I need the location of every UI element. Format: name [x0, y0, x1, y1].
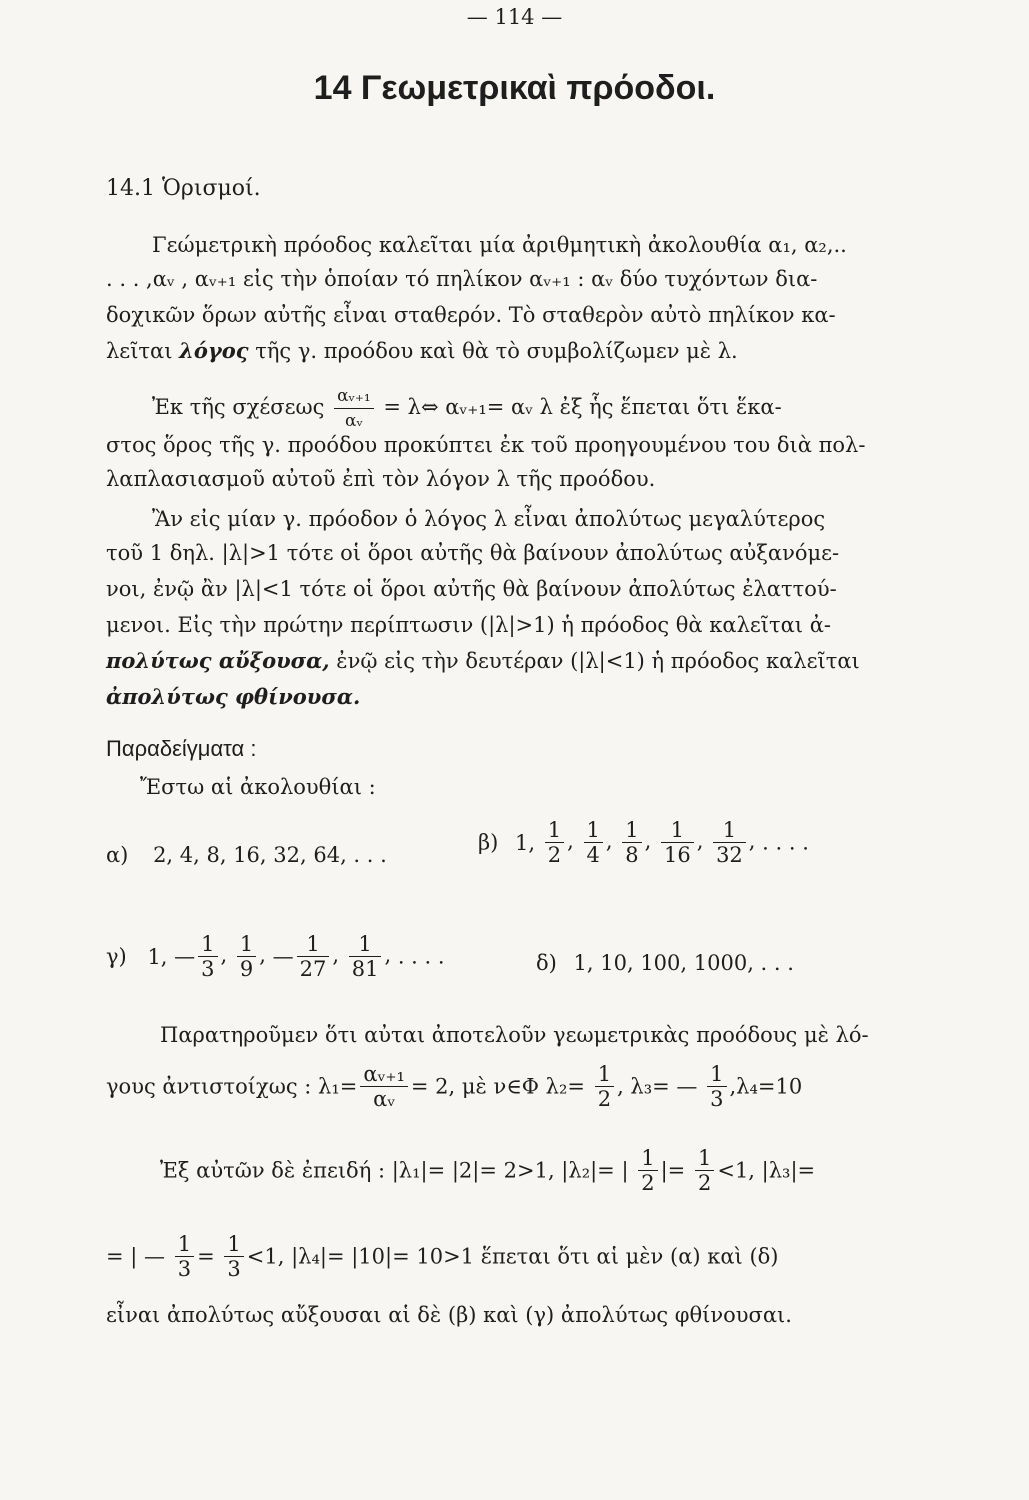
- seq-b-term: $\frac{1}{4}$: [584, 818, 603, 867]
- section-title: 14.1 Ὁρισμοί.: [106, 176, 261, 201]
- seq-b-label: β): [478, 830, 499, 855]
- seq-b: β) 1, $\frac{1}{2}$ , $\frac{1}{4}$ , $\frac{1}{8}$ , $\frac{1}{16}$ , $\frac{1}{32}$ , . . . .: [478, 818, 809, 867]
- conclusion-l2-pre: = | —: [106, 1244, 166, 1269]
- conclusion-line-1: [160, 1146, 815, 1195]
- seq-g-lead: 1,: [147, 944, 168, 969]
- page-number: — 114 —: [466, 5, 563, 29]
- seq-g-tail: . . . .: [397, 944, 445, 969]
- ratio-denominator: αᵥ: [344, 411, 363, 431]
- note-l2-end: ,λ₄=10: [729, 1074, 803, 1099]
- note-line-2: [106, 1062, 802, 1111]
- absolute-line-2: τοῦ 1 δηλ. |λ|>1 τότε οἱ ὅροι αὐτῆς θὰ βαίνουν ἀπολύτως αὐξανόμε-: [106, 541, 840, 565]
- definition-line-1: Γεώμετρικὴ πρόοδος καλεῖται μία ἀριθμητικὴ ἀκολουθία α₁, α₂,..: [152, 233, 847, 257]
- seq-g-term: $\frac{1}{9}$: [237, 932, 256, 981]
- term-logos: λόγος: [179, 338, 249, 363]
- seq-a-label: α): [106, 843, 129, 867]
- relation-pre: Ἐκ τῆς σχέσεως: [152, 395, 325, 419]
- third-fraction-abs: $\frac{1}{3}$: [175, 1232, 194, 1281]
- ratio-fraction-2: $\frac{\text{αᵥ₊₁}}{\text{αᵥ}}$: [360, 1062, 408, 1111]
- seq-b-term: $\frac{1}{32}$: [713, 818, 746, 867]
- conclusion-l1-mid: |=: [660, 1158, 686, 1183]
- chapter-title: 14 Γεωμετρικαὶ πρόοδοι.: [313, 69, 716, 107]
- absolute-line-5-rest: ἐνῷ εἰς τὴν δευτέραν (|λ|<1) ἡ πρόοδος καλεῖται: [336, 649, 860, 673]
- relation-line-2: στος ὅρος τῆς γ. προόδου προκύπτει ἐκ τοῦ προηγουμένου του διὰ πολ-: [106, 433, 866, 457]
- absolute-line-5: [106, 648, 860, 674]
- relation-line-1: [152, 384, 782, 433]
- seq-g: γ) 1, — $\frac{1}{3}$ , $\frac{1}{9}$ , — $\frac{1}{27}$ , $\frac{1}{81}$ , . . . .: [106, 932, 445, 981]
- note-line-1: Παρατηροῦμεν ὅτι αὐται ἀποτελοῦν γεωμετρικὰς προόδους μὲ λό-: [160, 1023, 869, 1047]
- note-l2-pre: γους ἀντιστοίχως : λ₁=: [106, 1074, 358, 1099]
- seq-d-terms: 1, 10, 100, 1000, . . .: [573, 951, 794, 975]
- seq-b-lead: 1,: [515, 830, 536, 855]
- half-fraction: $\frac{1}{2}$: [595, 1062, 614, 1111]
- relation-line-3: λαπλασιασμοῦ αὐτοῦ ἐπὶ τὸν λόγον λ τῆς προόδου.: [106, 467, 656, 491]
- third-fraction: $\frac{1}{3}$: [707, 1062, 726, 1111]
- ratio-fraction: [334, 384, 374, 433]
- absolute-line-3: νοι, ἐνῷ ἂν |λ|<1 τότε οἱ ὅροι αὐτῆς θὰ βαίνουν ἀπολύτως ἐλαττού-: [106, 577, 837, 601]
- conclusion-l1-end: <1, |λ₃|=: [717, 1158, 816, 1183]
- seq-b-term: $\frac{1}{2}$: [545, 818, 564, 867]
- seq-b-tail: . . . .: [762, 830, 809, 855]
- seq-a: [106, 842, 387, 868]
- seq-g-term: $\frac{1}{81}$: [349, 932, 382, 981]
- conclusion-line-3: εἶναι ἀπολύτως αὔξουσαι αἱ δὲ (β) καὶ (γ) ἀπολύτως φθίνουσαι.: [106, 1303, 792, 1327]
- definition-text: λεῖται: [106, 339, 173, 363]
- absolute-line-4: μενοι. Εἰς τὴν πρώτην περίπτωσιν (|λ|>1) ἡ πρόοδος θὰ καλεῖται ἀ-: [106, 613, 831, 637]
- conclusion-l2-end: <1, |λ₄|= |10|= 10>1 ἕπεται ὅτι αἱ μὲν (α) καὶ (δ): [246, 1244, 779, 1269]
- seq-g-term: $\frac{1}{3}$: [198, 932, 217, 981]
- term-decreasing: ἀπολύτως φθίνουσα.: [106, 684, 361, 709]
- absolute-line-1: Ἂν εἰς μίαν γ. πρόοδον ὁ λόγος λ εἶναι ἀπολύτως μεγαλύτερος: [152, 507, 826, 531]
- definition-line-2: . . . ,αᵥ , αᵥ₊₁ εἰς τὴν ὁποίαν τό πηλίκον αᵥ₊₁ : αᵥ δύο τυχόντων δια-: [106, 267, 818, 291]
- third-fraction-abs-2: $\frac{1}{3}$: [224, 1232, 243, 1281]
- examples-intro: Ἔστω αἱ ἀκολουθίαι :: [140, 775, 376, 799]
- ratio-numerator: αᵥ₊₁: [334, 384, 374, 409]
- half-fraction-abs-2: $\frac{1}{2}$: [695, 1146, 714, 1195]
- conclusion-l2-mid: =: [197, 1244, 215, 1269]
- conclusion-line-2: [106, 1232, 778, 1281]
- definition-line-3: δοχικῶν ὅρων αὐτῆς εἶναι σταθερόν. Τὸ σταθερὸν αὐτὸ πηλίκον κα-: [106, 303, 836, 327]
- seq-g-term: $\frac{1}{27}$: [297, 932, 330, 981]
- relation-post: = λ⇔ αᵥ₊₁= αᵥ λ ἐξ ἧς ἕπεται ὅτι ἕκα-: [383, 395, 782, 419]
- seq-d-label: δ): [536, 951, 557, 975]
- definition-text-end: τῆς γ. προόδου καὶ θὰ τὸ συμβολίζωμεν μὲ λ.: [255, 339, 738, 363]
- seq-a-terms: 2, 4, 8, 16, 32, 64, . . .: [153, 843, 387, 867]
- seq-b-term: $\frac{1}{8}$: [622, 818, 641, 867]
- seq-b-term: $\frac{1}{16}$: [661, 818, 694, 867]
- seq-g-label: γ): [106, 944, 127, 969]
- conclusion-l1-pre: Ἐξ αὐτῶν δὲ ἐπειδή : |λ₁|= |2|= 2>1, |λ₂|= |: [160, 1158, 629, 1183]
- half-fraction-abs: $\frac{1}{2}$: [638, 1146, 657, 1195]
- definition-line-4: [106, 338, 738, 364]
- note-l2-mid: = 2, μὲ ν∈Φ λ₂=: [410, 1074, 586, 1099]
- seq-d: [536, 950, 794, 976]
- examples-heading: Παραδείγματα :: [106, 736, 257, 761]
- term-increasing: πολύτως αὔξουσα,: [106, 648, 330, 673]
- note-l2-l3: , λ₃= —: [617, 1074, 698, 1099]
